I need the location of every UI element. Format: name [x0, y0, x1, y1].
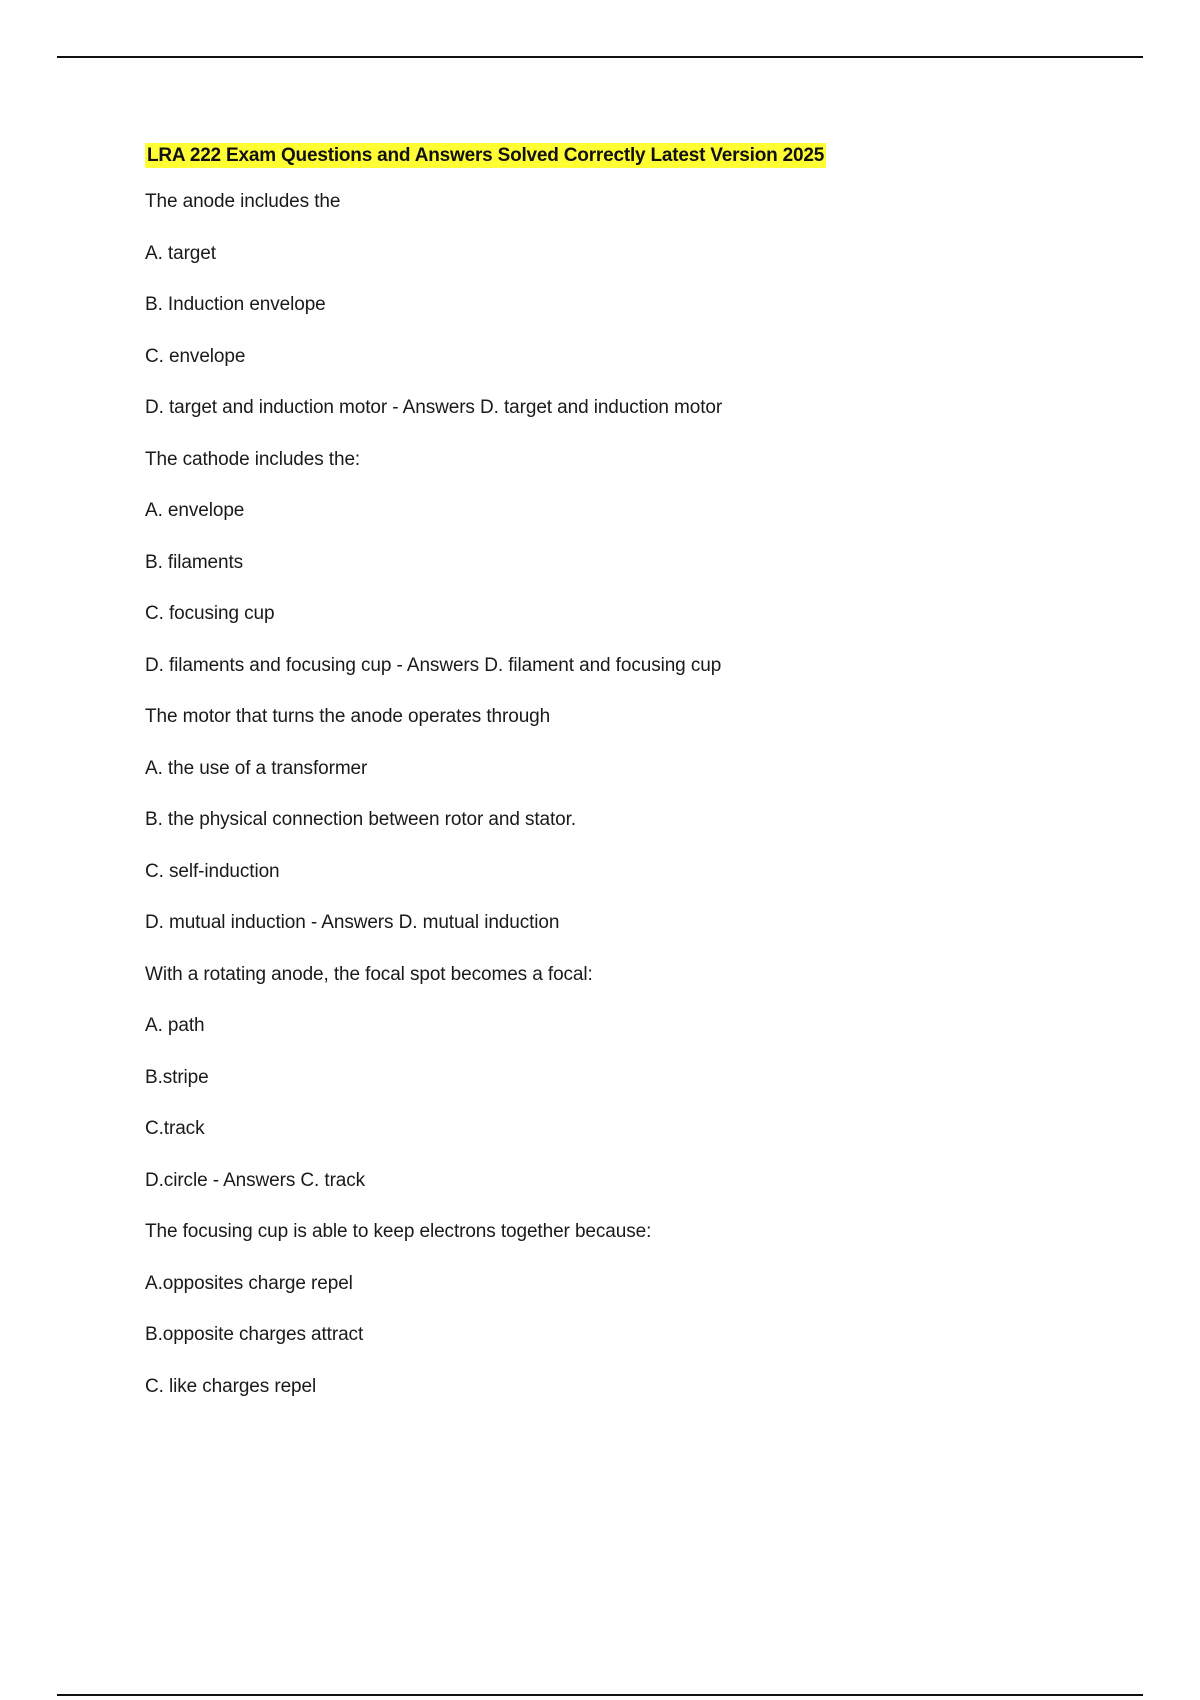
question-2-option-c: C. focusing cup	[145, 603, 275, 624]
header-rule	[57, 56, 1143, 58]
title-wrapper	[145, 143, 1145, 168]
question-4-option-c: C.track	[145, 1118, 205, 1139]
question-1-option-b: B. Induction envelope	[145, 294, 326, 315]
question-1-stem: The anode includes the	[145, 191, 341, 212]
question-1-option-d-answer: D. target and induction motor - Answers D. target and induction motor	[145, 397, 723, 418]
question-3-option-a: A. the use of a transformer	[145, 757, 368, 779]
question-4-stem: With a rotating anode, the focal spot becomes a focal:	[145, 963, 593, 985]
question-2-option-b: B. filaments	[145, 551, 244, 573]
document-body	[145, 143, 1145, 1426]
question-2-option-d-answer: D. filaments and focusing cup - Answers D. filament and focusing cup	[145, 654, 722, 676]
question-4-option-b: B.stripe	[145, 1066, 209, 1088]
question-list	[145, 190, 1145, 1426]
question-5-stem: The focusing cup is able to keep electrons together because:	[145, 1221, 652, 1242]
question-2-stem: The cathode includes the:	[145, 448, 361, 470]
question-1-option-c: C. envelope	[145, 345, 246, 367]
question-4-option-d-answer: D.circle - Answers C. track	[145, 1169, 366, 1191]
footer-rule	[57, 1694, 1143, 1696]
question-5-option-a: A.opposites charge repel	[145, 1272, 353, 1294]
question-5-option-b: B.opposite charges attract	[145, 1324, 364, 1345]
question-4-option-a: A. path	[145, 1015, 205, 1036]
question-3-option-b: B. the physical connection between rotor and stator.	[145, 809, 577, 830]
question-3-stem: The motor that turns the anode operates through	[145, 706, 551, 727]
question-2-option-a: A. envelope	[145, 500, 245, 521]
question-3-option-d-answer: D. mutual induction - Answers D. mutual induction	[145, 912, 560, 933]
document-title: LRA 222 Exam Questions and Answers Solved Correctly Latest Version 2025	[147, 145, 825, 166]
question-5-option-c: C. like charges repel	[145, 1375, 317, 1397]
question-1-option-a: A. target	[145, 242, 216, 264]
question-3-option-c: C. self-induction	[145, 860, 280, 882]
